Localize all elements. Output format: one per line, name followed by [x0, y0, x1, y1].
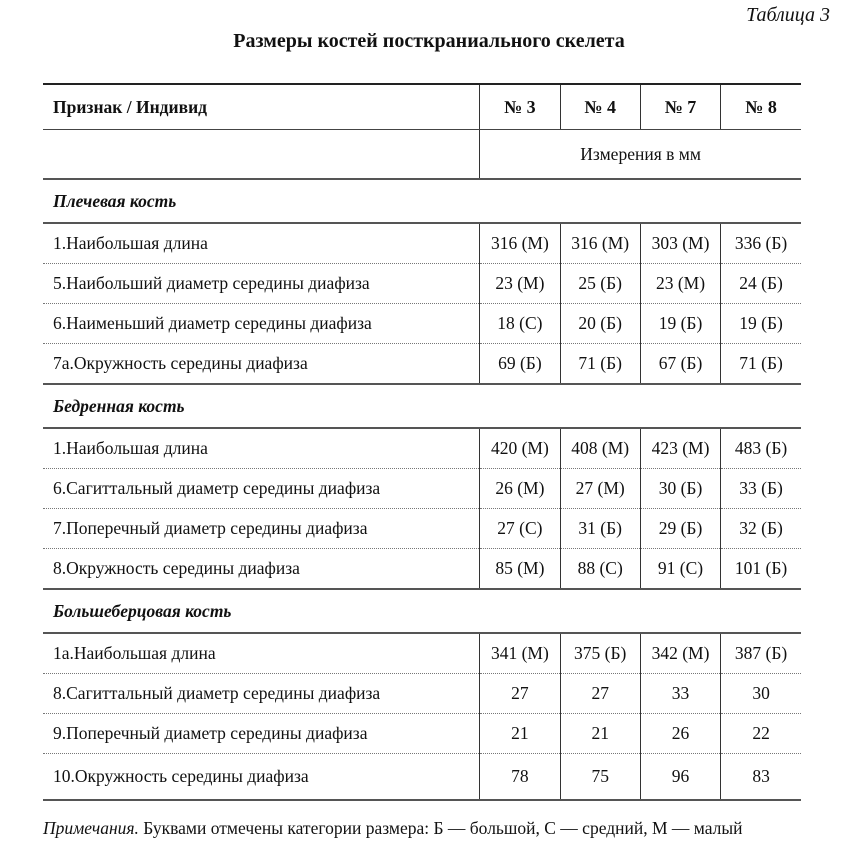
measurement-value: 26 (М) [480, 469, 560, 509]
table-row [43, 633, 801, 674]
section-header-row [43, 384, 801, 428]
measurement-value: 387 (Б) [721, 633, 801, 674]
measurement-value: 78 [480, 754, 560, 801]
measurement-value: 101 (Б) [721, 549, 801, 590]
individual-header-4: № 4 [560, 84, 640, 130]
feature-label: 5.Наибольший диаметр середины диафиза [43, 264, 480, 304]
table-row [43, 674, 801, 714]
feature-label: 1а.Наибольшая длина [43, 633, 480, 674]
measurement-value: 483 (Б) [721, 428, 801, 469]
section-header-row [43, 179, 801, 223]
measurement-value: 423 (М) [640, 428, 720, 469]
measurement-value: 33 [640, 674, 720, 714]
note-text: Буквами отмечены категории размера: Б — большой, С — средний, М — малый [138, 818, 743, 838]
section-title: Большеберцовая кость [43, 589, 801, 633]
measurement-value: 341 (М) [480, 633, 560, 674]
feature-label: 6.Наименьший диаметр середины диафиза [43, 304, 480, 344]
units-empty-cell [43, 130, 480, 180]
measurement-value: 67 (Б) [640, 344, 720, 385]
table-number-label: Таблица 3 [746, 4, 830, 26]
measurement-value: 375 (Б) [560, 633, 640, 674]
bone-measurements-table [43, 83, 801, 801]
measurement-value: 342 (М) [640, 633, 720, 674]
measurement-value: 88 (С) [560, 549, 640, 590]
feature-column-header: Признак / Индивид [43, 84, 480, 130]
table-row [43, 264, 801, 304]
measurement-value: 408 (М) [560, 428, 640, 469]
measurement-value: 71 (Б) [560, 344, 640, 385]
measurement-value: 20 (Б) [560, 304, 640, 344]
measurement-value: 27 (С) [480, 509, 560, 549]
table-row [43, 549, 801, 590]
measurement-value: 19 (Б) [721, 304, 801, 344]
measurement-value: 69 (Б) [480, 344, 560, 385]
note-prefix: Примечания. [43, 818, 139, 838]
measurement-value: 75 [560, 754, 640, 801]
measurement-value: 83 [721, 754, 801, 801]
section-title: Плечевая кость [43, 179, 801, 223]
table-row [43, 428, 801, 469]
table-row [43, 304, 801, 344]
measurement-value: 21 [560, 714, 640, 754]
section-title: Бедренная кость [43, 384, 801, 428]
feature-label: 7а.Окружность середины диафиза [43, 344, 480, 385]
units-label: Измерения в мм [480, 130, 801, 180]
units-row [43, 130, 801, 180]
table-note [43, 818, 743, 839]
measurement-value: 26 [640, 714, 720, 754]
measurement-value: 316 (М) [480, 223, 560, 264]
measurement-value: 22 [721, 714, 801, 754]
measurement-value: 32 (Б) [721, 509, 801, 549]
feature-label: 6.Сагиттальный диаметр середины диафиза [43, 469, 480, 509]
measurement-value: 23 (М) [640, 264, 720, 304]
feature-label: 9.Поперечный диаметр середины диафиза [43, 714, 480, 754]
individual-header-8: № 8 [721, 84, 801, 130]
feature-label: 10.Окружность середины диафиза [43, 754, 480, 801]
measurement-value: 85 (М) [480, 549, 560, 590]
table-row [43, 714, 801, 754]
header-row [43, 84, 801, 130]
measurement-value: 18 (С) [480, 304, 560, 344]
table-row [43, 754, 801, 801]
individual-header-3: № 3 [480, 84, 560, 130]
table-row [43, 469, 801, 509]
measurement-value: 336 (Б) [721, 223, 801, 264]
measurement-value: 29 (Б) [640, 509, 720, 549]
feature-label: 1.Наибольшая длина [43, 428, 480, 469]
measurement-value: 30 [721, 674, 801, 714]
individual-header-7: № 7 [640, 84, 720, 130]
measurement-value: 23 (М) [480, 264, 560, 304]
measurement-value: 27 (М) [560, 469, 640, 509]
feature-label: 8.Сагиттальный диаметр середины диафиза [43, 674, 480, 714]
section-header-row [43, 589, 801, 633]
measurement-value: 316 (М) [560, 223, 640, 264]
table-row [43, 509, 801, 549]
measurement-value: 91 (С) [640, 549, 720, 590]
table-title: Размеры костей посткраниального скелета [233, 30, 625, 52]
feature-label: 7.Поперечный диаметр середины диафиза [43, 509, 480, 549]
table-row [43, 344, 801, 385]
table-row [43, 223, 801, 264]
measurement-value: 19 (Б) [640, 304, 720, 344]
measurement-value: 71 (Б) [721, 344, 801, 385]
measurement-value: 420 (М) [480, 428, 560, 469]
measurement-value: 21 [480, 714, 560, 754]
measurement-value: 96 [640, 754, 720, 801]
feature-label: 8.Окружность середины диафиза [43, 549, 480, 590]
measurement-value: 30 (Б) [640, 469, 720, 509]
measurement-value: 31 (Б) [560, 509, 640, 549]
measurement-value: 27 [480, 674, 560, 714]
measurement-value: 33 (Б) [721, 469, 801, 509]
measurement-value: 303 (М) [640, 223, 720, 264]
measurement-value: 24 (Б) [721, 264, 801, 304]
feature-label: 1.Наибольшая длина [43, 223, 480, 264]
measurement-value: 27 [560, 674, 640, 714]
measurement-value: 25 (Б) [560, 264, 640, 304]
